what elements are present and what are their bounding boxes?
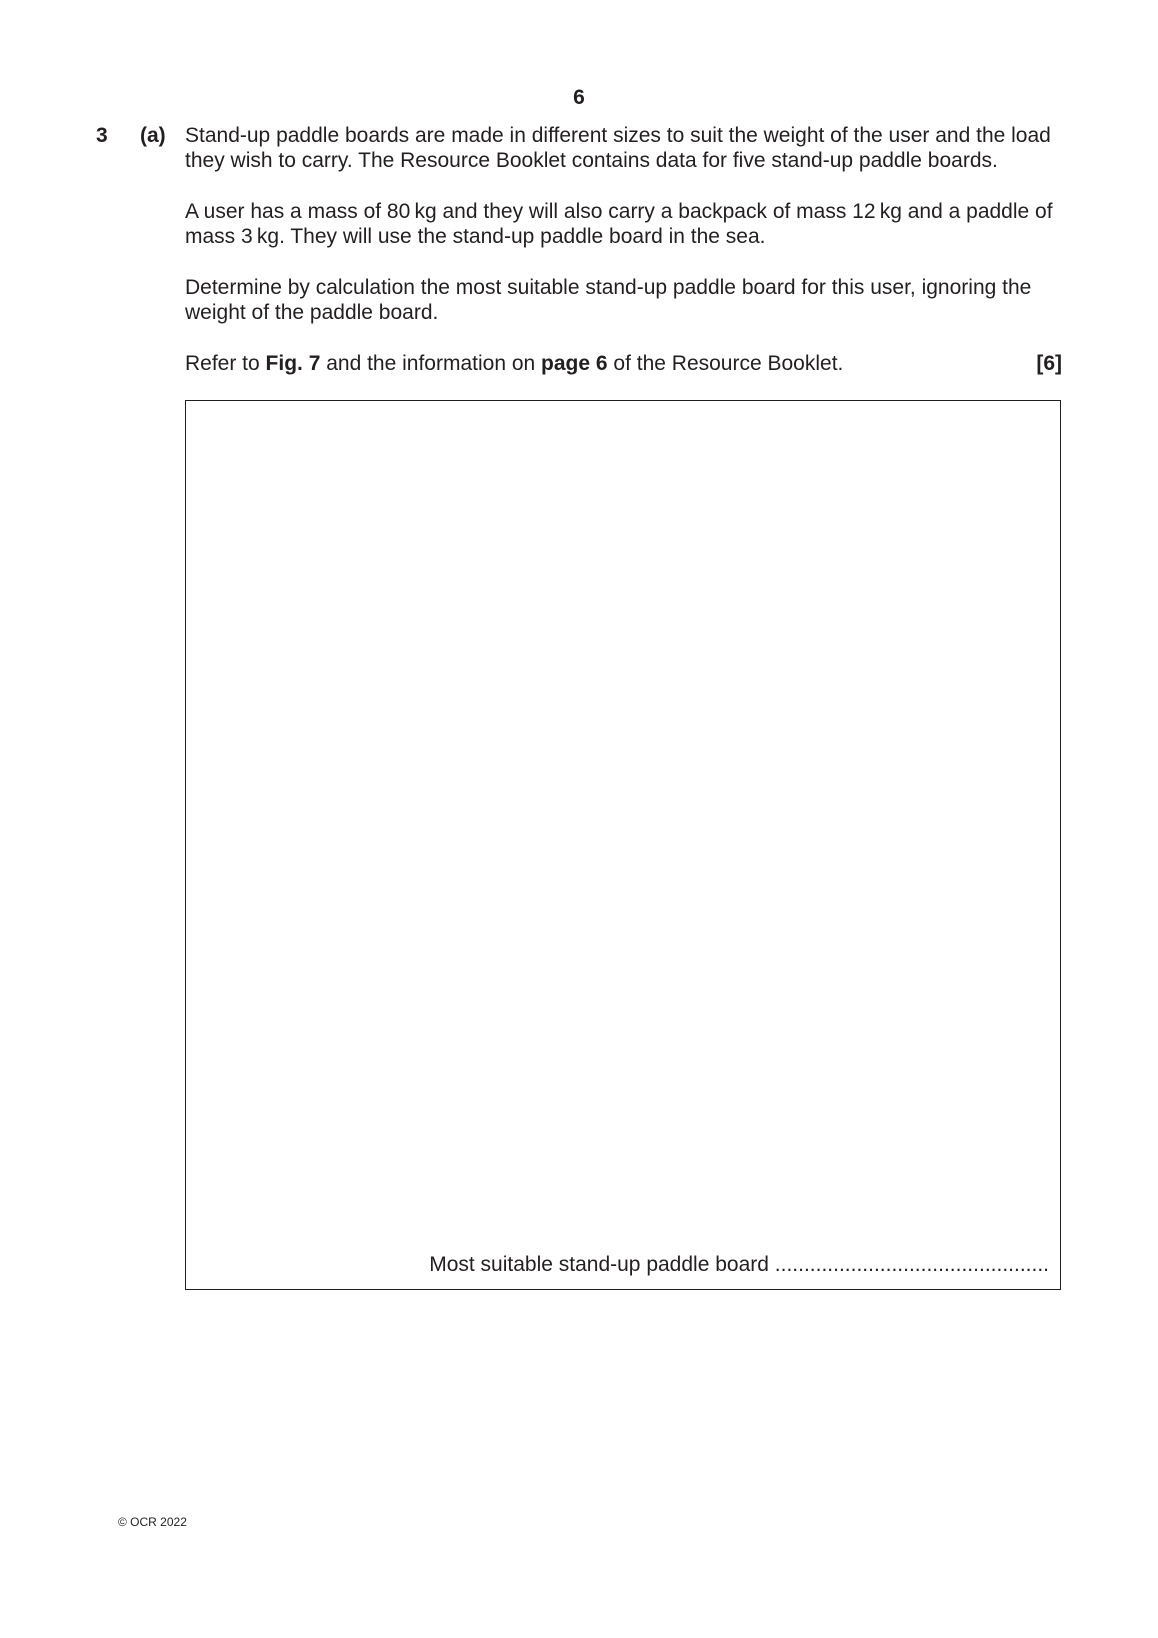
- reference-text-1: Refer to: [185, 352, 266, 375]
- question-task: Determine by calculation the most suitable stand-up paddle board for this user, ignoring the weight of the paddle board.: [185, 276, 1032, 324]
- reference-figure: Fig. 7: [265, 352, 321, 375]
- answer-box[interactable]: [185, 400, 1061, 1290]
- page-number: 6: [573, 86, 585, 109]
- question-part: (a): [140, 124, 166, 147]
- question-scenario: A user has a mass of 80 kg and they will also carry a backpack of mass 12 kg and a paddle of mass 3 kg. They will use the stand-up paddle board in the sea.: [185, 200, 1053, 248]
- reference-text-3: of the Resource Booklet.: [607, 352, 844, 375]
- answer-line[interactable]: [429, 1253, 1049, 1277]
- question-intro: Stand-up paddle boards are made in different sizes to suit the weight of the user and the load they wish to carry. The Resource Booklet contains data for five stand-up paddle boards.: [185, 124, 1051, 172]
- reference-page: page 6: [541, 352, 608, 375]
- reference-text-2: and the information on: [320, 352, 542, 375]
- copyright-footer: © OCR 2022: [118, 1515, 187, 1529]
- question-number: 3: [96, 124, 108, 147]
- question-reference: [185, 351, 1085, 376]
- answer-label: Most suitable stand-up paddle board: [429, 1253, 769, 1276]
- marks-allocation: [6]: [1036, 352, 1062, 375]
- answer-dots[interactable]: ...............................................: [768, 1253, 1049, 1276]
